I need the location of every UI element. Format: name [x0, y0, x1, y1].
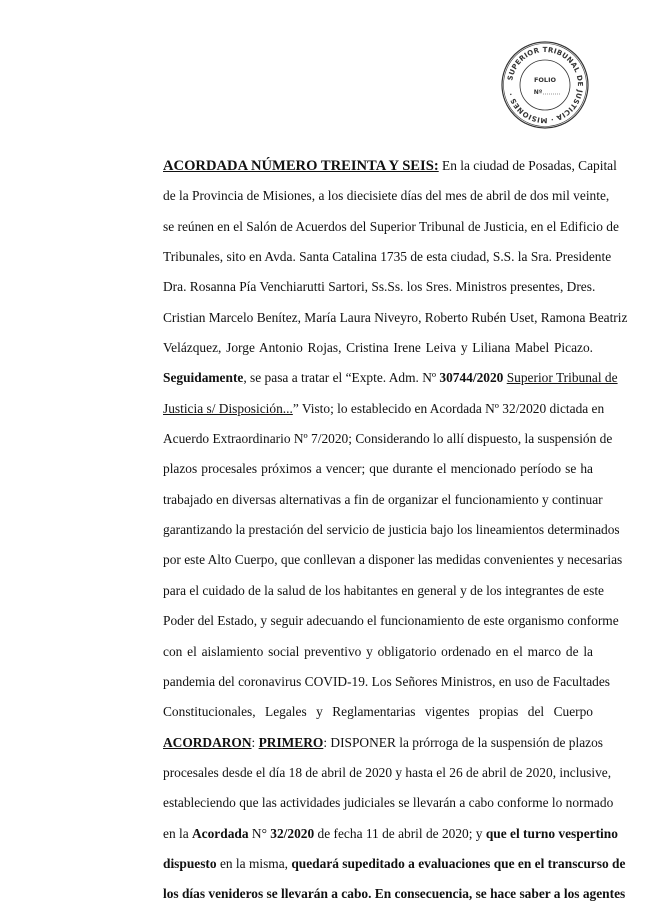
text-line: Acuerdo Extraordinario Nº 7/2020; Considerando lo allí dispuesto, la suspensión de	[163, 431, 613, 447]
expediente-title: Superior Tribunal de	[506, 370, 618, 386]
text-line: pandemia del coronavirus COVID-19. Los Señores Ministros, en uso de Facultades	[163, 673, 611, 689]
text-line: de la Provincia de Misiones, a los diecisiete días del mes de abril de dos mil veinte,	[163, 188, 610, 204]
text-line: los días venideros se llevarán a cabo. En consecuencia, se hace saber a los agentes	[163, 886, 626, 902]
text-line: en la Acordada N° 32/2020 de fecha 11 de abril de 2020; y que el turno vespertino	[163, 825, 618, 841]
text-line: procesales desde el día 18 de abril de 2020 y hasta el 26 de abril de 2020, inclusive,	[163, 764, 612, 780]
svg-text:SUPERIOR TRIBUNAL DE JUSTICIA	[506, 46, 584, 124]
text-line: Tribunales, sito en Avda. Santa Catalina 1735 de esta ciudad, S.S. la Sra. Presidente	[163, 249, 612, 265]
text-line: garantizando la prestación del servicio de justicia bajo los lineamientos determinados	[163, 522, 620, 538]
text-line: con el aislamiento social preventivo y obligatorio ordenado en el marco de la	[163, 643, 593, 659]
text-line: trabajado en diversas alternativas a fin de organizar el funcionamiento y continuar	[163, 491, 603, 507]
text-line: ACORDARON: PRIMERO: DISPONER la prórroga de la suspensión de plazos	[163, 734, 604, 750]
text-line: por este Alto Cuerpo, que conllevan a disponer las medidas convenientes y necesarias	[163, 552, 623, 568]
text-line: dispuesto en la misma, quedará supeditado a evaluaciones que en el transcurso de	[163, 855, 626, 871]
text-line: Dra. Rosanna Pía Venchiarutti Sartori, Ss.Ss. los Sres. Ministros presentes, Dres.	[163, 279, 596, 295]
text-line: Velázquez, Jorge Antonio Rojas, Cristina Irene Leiva y Liliana Mabel Picazo.	[163, 340, 593, 356]
expediente-number: 30744/2020	[439, 370, 504, 386]
resolution-keyword: ACORDARON	[163, 734, 252, 750]
text-line: Cristian Marcelo Benítez, María Laura Niveyro, Roberto Rubén Uset, Ramona Beatriz	[163, 309, 628, 325]
text-line: Poder del Estado, y seguir adecuando el funcionamiento de este organismo conforme	[163, 613, 619, 629]
seal-folio-label: FOLIO	[533, 76, 557, 84]
text-line: para el cuidado de la salud de los habitantes en general y de los integrantes de este	[163, 582, 604, 598]
text-line: Constitucionales, Legales y Reglamentarias vigentes propias del Cuerpo	[163, 704, 593, 720]
official-seal	[500, 40, 590, 130]
document-title: ACORDADA NÚMERO TREINTA Y SEIS:	[163, 158, 439, 174]
text-line: ACORDADA NÚMERO TREINTA Y SEIS: En la ciudad de Posadas, Capital	[163, 158, 617, 174]
text-line: plazos procesales próximos a vencer; que durante el mencionado período se ha	[163, 461, 593, 477]
text-line: estableciendo que las actividades judiciales se llevarán a cabo conforme lo normado	[163, 795, 614, 811]
seal-ring-text: SUPERIOR TRIBUNAL DE JUSTICIA · MISIONES ·	[506, 45, 585, 125]
first-article-keyword: PRIMERO	[258, 734, 324, 750]
text-line: Justicia s/ Disposición...” Visto; lo establecido en Acordada Nº 32/2020 dictada en	[163, 400, 605, 416]
seal-number-label: Nº	[533, 89, 543, 96]
document-body	[163, 151, 628, 910]
text-line: se reúnen en el Salón de Acuerdos del Superior Tribunal de Justicia, en el Edificio de	[163, 218, 619, 234]
text-line: Seguidamente, se pasa a tratar el “Expte. Adm. Nº 30744/2020 Superior Tribunal de	[163, 370, 618, 386]
